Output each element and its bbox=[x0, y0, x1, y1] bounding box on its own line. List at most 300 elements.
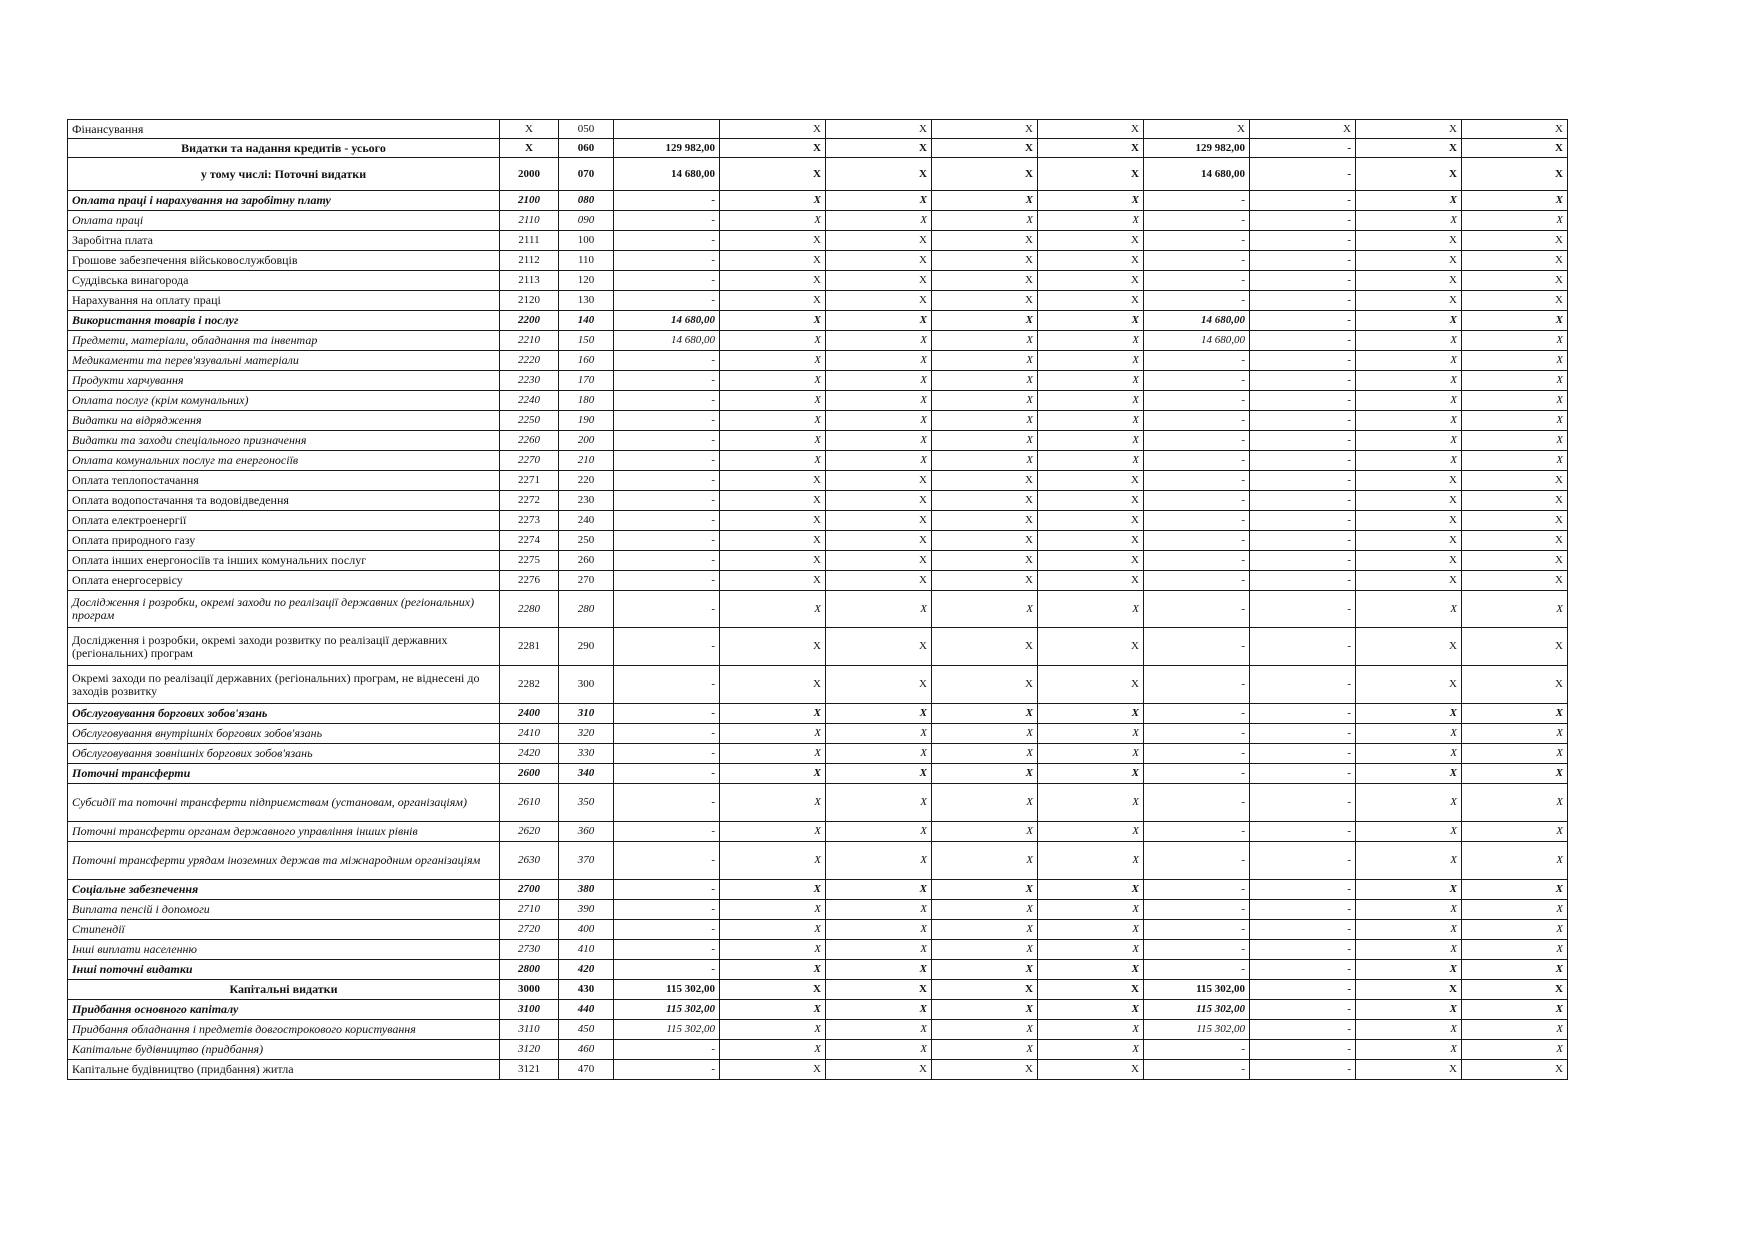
value-cell: X bbox=[826, 842, 932, 880]
value-cell: 115 302,00 bbox=[614, 1000, 720, 1020]
value-cell: X bbox=[1462, 571, 1568, 591]
value-cell: X bbox=[932, 351, 1038, 371]
value-cell: - bbox=[614, 471, 720, 491]
value-cell: X bbox=[1038, 960, 1144, 980]
value-cell: X bbox=[1462, 628, 1568, 666]
value-cell: X bbox=[1038, 591, 1144, 628]
row-label: Використання товарів і послуг bbox=[68, 311, 500, 331]
value-cell: X bbox=[1462, 411, 1568, 431]
value-cell: X bbox=[826, 371, 932, 391]
value-cell: X bbox=[1038, 822, 1144, 842]
value-cell: X bbox=[720, 822, 826, 842]
value-cell: X bbox=[826, 571, 932, 591]
value-cell: X bbox=[932, 551, 1038, 571]
value-cell: 129 982,00 bbox=[1144, 139, 1250, 158]
row-code: 360 bbox=[559, 822, 614, 842]
row-code: 430 bbox=[559, 980, 614, 1000]
value-cell: 14 680,00 bbox=[614, 311, 720, 331]
value-cell: X bbox=[1462, 139, 1568, 158]
value-cell: X bbox=[826, 704, 932, 724]
value-cell: X bbox=[1356, 1040, 1462, 1060]
value-cell: X bbox=[1462, 231, 1568, 251]
row-code: 460 bbox=[559, 1040, 614, 1060]
value-cell: X bbox=[720, 211, 826, 231]
value-cell: - bbox=[1250, 139, 1356, 158]
value-cell: X bbox=[720, 531, 826, 551]
value-cell: - bbox=[1144, 211, 1250, 231]
kekv-code: X bbox=[500, 139, 559, 158]
value-cell: X bbox=[1462, 211, 1568, 231]
value-cell: X bbox=[1462, 724, 1568, 744]
value-cell: - bbox=[1250, 551, 1356, 571]
value-cell: - bbox=[1250, 371, 1356, 391]
value-cell: X bbox=[1462, 531, 1568, 551]
value-cell: X bbox=[1462, 1000, 1568, 1020]
value-cell: X bbox=[826, 940, 932, 960]
value-cell: X bbox=[1462, 551, 1568, 571]
table-row bbox=[68, 822, 1568, 842]
value-cell: X bbox=[720, 551, 826, 571]
value-cell: X bbox=[932, 511, 1038, 531]
value-cell: X bbox=[1462, 511, 1568, 531]
value-cell: X bbox=[1038, 139, 1144, 158]
table-row bbox=[68, 311, 1568, 331]
value-cell: X bbox=[1038, 1040, 1144, 1060]
value-cell: X bbox=[1038, 451, 1144, 471]
row-label: Дослідження і розробки, окремі заходи розвитку по реалізації державних (регіональних) програм bbox=[68, 628, 500, 666]
value-cell: X bbox=[1462, 744, 1568, 764]
value-cell: - bbox=[1250, 784, 1356, 822]
value-cell: X bbox=[932, 822, 1038, 842]
value-cell: - bbox=[614, 784, 720, 822]
value-cell: X bbox=[1462, 451, 1568, 471]
kekv-code: 2410 bbox=[500, 724, 559, 744]
value-cell: X bbox=[1356, 211, 1462, 231]
value-cell: - bbox=[1250, 1060, 1356, 1080]
value-cell: - bbox=[1144, 471, 1250, 491]
value-cell: - bbox=[1250, 391, 1356, 411]
value-cell: X bbox=[720, 120, 826, 139]
value-cell: X bbox=[1356, 371, 1462, 391]
value-cell: X bbox=[826, 1000, 932, 1020]
value-cell: - bbox=[614, 842, 720, 880]
value-cell: X bbox=[826, 271, 932, 291]
value-cell: X bbox=[720, 842, 826, 880]
value-cell: X bbox=[826, 431, 932, 451]
value-cell: X bbox=[1356, 158, 1462, 191]
value-cell: X bbox=[1038, 411, 1144, 431]
kekv-code: 2210 bbox=[500, 331, 559, 351]
table-row bbox=[68, 331, 1568, 351]
value-cell: X bbox=[826, 471, 932, 491]
row-label: Окремі заходи по реалізації державних (регіональних) програм, не віднесені до заходів розвитку bbox=[68, 666, 500, 704]
row-code: 080 bbox=[559, 191, 614, 211]
table-row bbox=[68, 251, 1568, 271]
row-code: 350 bbox=[559, 784, 614, 822]
row-code: 420 bbox=[559, 960, 614, 980]
value-cell: - bbox=[1250, 311, 1356, 331]
row-code: 130 bbox=[559, 291, 614, 311]
value-cell: X bbox=[1356, 940, 1462, 960]
row-code: 160 bbox=[559, 351, 614, 371]
value-cell: X bbox=[720, 900, 826, 920]
kekv-code: 2275 bbox=[500, 551, 559, 571]
value-cell: - bbox=[1250, 1040, 1356, 1060]
value-cell: - bbox=[1144, 431, 1250, 451]
value-cell: - bbox=[614, 822, 720, 842]
row-label: Поточні трансферти bbox=[68, 764, 500, 784]
value-cell: X bbox=[1462, 191, 1568, 211]
value-cell: - bbox=[1144, 704, 1250, 724]
row-code: 100 bbox=[559, 231, 614, 251]
value-cell: X bbox=[1038, 120, 1144, 139]
kekv-code: 2110 bbox=[500, 211, 559, 231]
kekv-code: 2281 bbox=[500, 628, 559, 666]
value-cell: X bbox=[1462, 784, 1568, 822]
value-cell: X bbox=[932, 291, 1038, 311]
value-cell: X bbox=[1038, 940, 1144, 960]
table-row bbox=[68, 1000, 1568, 1020]
row-code: 280 bbox=[559, 591, 614, 628]
row-code: 220 bbox=[559, 471, 614, 491]
value-cell: X bbox=[1356, 724, 1462, 744]
row-label: Обслуговування боргових зобов'язань bbox=[68, 704, 500, 724]
value-cell: X bbox=[826, 311, 932, 331]
row-code: 410 bbox=[559, 940, 614, 960]
value-cell: - bbox=[614, 704, 720, 724]
value-cell: - bbox=[1144, 251, 1250, 271]
value-cell: X bbox=[932, 191, 1038, 211]
value-cell: - bbox=[1250, 251, 1356, 271]
value-cell: X bbox=[1462, 1060, 1568, 1080]
value-cell: X bbox=[1356, 231, 1462, 251]
kekv-code: 2420 bbox=[500, 744, 559, 764]
table-row bbox=[68, 191, 1568, 211]
value-cell: X bbox=[826, 391, 932, 411]
value-cell: X bbox=[1462, 251, 1568, 271]
value-cell: X bbox=[932, 1000, 1038, 1020]
kekv-code: 3100 bbox=[500, 1000, 559, 1020]
value-cell: X bbox=[932, 391, 1038, 411]
value-cell: 115 302,00 bbox=[614, 1020, 720, 1040]
value-cell: X bbox=[932, 784, 1038, 822]
value-cell: X bbox=[932, 666, 1038, 704]
kekv-code: 3121 bbox=[500, 1060, 559, 1080]
row-label: Оплата комунальних послуг та енергоносіїв bbox=[68, 451, 500, 471]
value-cell: X bbox=[720, 920, 826, 940]
row-label: Фінансування bbox=[68, 120, 500, 139]
value-cell: X bbox=[720, 940, 826, 960]
row-code: 310 bbox=[559, 704, 614, 724]
value-cell: - bbox=[1144, 551, 1250, 571]
table-row bbox=[68, 431, 1568, 451]
value-cell: - bbox=[614, 491, 720, 511]
value-cell: X bbox=[1356, 591, 1462, 628]
value-cell: X bbox=[1462, 880, 1568, 900]
kekv-code: 2274 bbox=[500, 531, 559, 551]
value-cell: X bbox=[1356, 391, 1462, 411]
value-cell: X bbox=[932, 724, 1038, 744]
value-cell: - bbox=[1250, 291, 1356, 311]
table-row bbox=[68, 120, 1568, 139]
table-row bbox=[68, 900, 1568, 920]
value-cell: - bbox=[1144, 764, 1250, 784]
value-cell: X bbox=[720, 331, 826, 351]
value-cell: - bbox=[614, 551, 720, 571]
value-cell: 14 680,00 bbox=[614, 158, 720, 191]
value-cell: - bbox=[1250, 980, 1356, 1000]
value-cell: - bbox=[1144, 491, 1250, 511]
value-cell: - bbox=[614, 591, 720, 628]
kekv-code: 2282 bbox=[500, 666, 559, 704]
value-cell: X bbox=[1462, 591, 1568, 628]
budget-table bbox=[67, 119, 1568, 1080]
value-cell: X bbox=[1250, 120, 1356, 139]
value-cell: - bbox=[614, 391, 720, 411]
value-cell: X bbox=[1356, 491, 1462, 511]
value-cell: X bbox=[1038, 1020, 1144, 1040]
kekv-code: 2800 bbox=[500, 960, 559, 980]
row-label: Стипендії bbox=[68, 920, 500, 940]
value-cell: - bbox=[1144, 571, 1250, 591]
value-cell: - bbox=[1144, 724, 1250, 744]
value-cell: X bbox=[720, 784, 826, 822]
table-row bbox=[68, 940, 1568, 960]
row-label: Оплата послуг (крім комунальних) bbox=[68, 391, 500, 411]
value-cell: - bbox=[1144, 960, 1250, 980]
value-cell: - bbox=[1144, 1060, 1250, 1080]
value-cell: - bbox=[1250, 724, 1356, 744]
value-cell: - bbox=[1144, 391, 1250, 411]
value-cell: - bbox=[1250, 531, 1356, 551]
value-cell: X bbox=[826, 784, 932, 822]
kekv-code: 2273 bbox=[500, 511, 559, 531]
value-cell: - bbox=[1250, 511, 1356, 531]
value-cell: X bbox=[720, 764, 826, 784]
value-cell: - bbox=[614, 271, 720, 291]
value-cell: X bbox=[720, 411, 826, 431]
value-cell: X bbox=[1356, 271, 1462, 291]
row-code: 110 bbox=[559, 251, 614, 271]
value-cell: X bbox=[1038, 784, 1144, 822]
value-cell: X bbox=[720, 291, 826, 311]
table-row bbox=[68, 271, 1568, 291]
value-cell: X bbox=[932, 1060, 1038, 1080]
value-cell: 115 302,00 bbox=[1144, 980, 1250, 1000]
value-cell: X bbox=[826, 291, 932, 311]
value-cell: X bbox=[932, 139, 1038, 158]
value-cell: - bbox=[1250, 451, 1356, 471]
table-row bbox=[68, 391, 1568, 411]
row-code: 300 bbox=[559, 666, 614, 704]
table-row bbox=[68, 980, 1568, 1000]
value-cell: X bbox=[1462, 1040, 1568, 1060]
value-cell: X bbox=[826, 120, 932, 139]
value-cell: X bbox=[720, 491, 826, 511]
value-cell: X bbox=[826, 551, 932, 571]
value-cell: X bbox=[720, 704, 826, 724]
table-row bbox=[68, 744, 1568, 764]
value-cell: X bbox=[1356, 251, 1462, 271]
row-code: 150 bbox=[559, 331, 614, 351]
value-cell: X bbox=[1462, 431, 1568, 451]
value-cell: - bbox=[614, 764, 720, 784]
value-cell: X bbox=[932, 900, 1038, 920]
row-code: 210 bbox=[559, 451, 614, 471]
value-cell: - bbox=[614, 744, 720, 764]
kekv-code: 2271 bbox=[500, 471, 559, 491]
value-cell: X bbox=[826, 724, 932, 744]
value-cell: X bbox=[720, 471, 826, 491]
value-cell: X bbox=[826, 139, 932, 158]
value-cell: - bbox=[614, 900, 720, 920]
value-cell: X bbox=[1462, 900, 1568, 920]
table-row bbox=[68, 291, 1568, 311]
value-cell: - bbox=[614, 411, 720, 431]
value-cell: X bbox=[1038, 158, 1144, 191]
row-label: Предмети, матеріали, обладнання та інвентар bbox=[68, 331, 500, 351]
value-cell: - bbox=[1144, 231, 1250, 251]
value-cell: 14 680,00 bbox=[1144, 331, 1250, 351]
value-cell: X bbox=[1038, 351, 1144, 371]
value-cell: X bbox=[1462, 491, 1568, 511]
value-cell: X bbox=[720, 744, 826, 764]
value-cell: X bbox=[1038, 331, 1144, 351]
kekv-code: 2630 bbox=[500, 842, 559, 880]
value-cell: X bbox=[932, 880, 1038, 900]
value-cell: X bbox=[826, 822, 932, 842]
kekv-code: 3000 bbox=[500, 980, 559, 1000]
kekv-code: X bbox=[500, 120, 559, 139]
value-cell: - bbox=[1144, 291, 1250, 311]
value-cell: X bbox=[932, 251, 1038, 271]
value-cell: X bbox=[826, 511, 932, 531]
kekv-code: 2220 bbox=[500, 351, 559, 371]
value-cell: - bbox=[614, 1040, 720, 1060]
row-label: Оплата праці bbox=[68, 211, 500, 231]
value-cell: - bbox=[1144, 842, 1250, 880]
value-cell: X bbox=[1462, 311, 1568, 331]
value-cell: - bbox=[1250, 191, 1356, 211]
value-cell: X bbox=[1462, 980, 1568, 1000]
value-cell: X bbox=[720, 391, 826, 411]
kekv-code: 2610 bbox=[500, 784, 559, 822]
row-label: Видатки на відрядження bbox=[68, 411, 500, 431]
value-cell: 115 302,00 bbox=[614, 980, 720, 1000]
value-cell: - bbox=[614, 724, 720, 744]
value-cell: - bbox=[1144, 451, 1250, 471]
row-code: 290 bbox=[559, 628, 614, 666]
row-label: Оплата природного газу bbox=[68, 531, 500, 551]
value-cell: X bbox=[1038, 191, 1144, 211]
kekv-code: 2260 bbox=[500, 431, 559, 451]
value-cell: X bbox=[1038, 271, 1144, 291]
row-label: Поточні трансферти органам державного управління інших рівнів bbox=[68, 822, 500, 842]
value-cell: - bbox=[1250, 491, 1356, 511]
value-cell: - bbox=[1250, 842, 1356, 880]
table-row bbox=[68, 231, 1568, 251]
kekv-code: 2112 bbox=[500, 251, 559, 271]
value-cell: X bbox=[1038, 980, 1144, 1000]
value-cell: X bbox=[826, 744, 932, 764]
value-cell: X bbox=[1038, 431, 1144, 451]
value-cell: - bbox=[614, 571, 720, 591]
value-cell: X bbox=[1462, 158, 1568, 191]
value-cell: X bbox=[720, 1060, 826, 1080]
row-code: 170 bbox=[559, 371, 614, 391]
kekv-code: 2100 bbox=[500, 191, 559, 211]
value-cell: X bbox=[1462, 960, 1568, 980]
value-cell: X bbox=[1038, 311, 1144, 331]
value-cell: X bbox=[1356, 822, 1462, 842]
value-cell: X bbox=[1144, 120, 1250, 139]
value-cell: X bbox=[1356, 880, 1462, 900]
value-cell: - bbox=[1144, 784, 1250, 822]
value-cell: X bbox=[720, 231, 826, 251]
value-cell: X bbox=[720, 431, 826, 451]
value-cell: X bbox=[1356, 842, 1462, 880]
table-row bbox=[68, 351, 1568, 371]
value-cell: X bbox=[1356, 704, 1462, 724]
value-cell: X bbox=[720, 139, 826, 158]
value-cell: X bbox=[826, 1060, 932, 1080]
row-code: 330 bbox=[559, 744, 614, 764]
row-label: Заробітна плата bbox=[68, 231, 500, 251]
value-cell: - bbox=[614, 191, 720, 211]
row-label: Видатки та надання кредитів - усього bbox=[68, 139, 500, 158]
value-cell: - bbox=[614, 1060, 720, 1080]
value-cell: X bbox=[720, 880, 826, 900]
row-code: 070 bbox=[559, 158, 614, 191]
row-code: 120 bbox=[559, 271, 614, 291]
value-cell: X bbox=[826, 880, 932, 900]
table-row bbox=[68, 211, 1568, 231]
value-cell: X bbox=[932, 744, 1038, 764]
value-cell: - bbox=[1144, 628, 1250, 666]
table-row bbox=[68, 842, 1568, 880]
value-cell: X bbox=[1356, 628, 1462, 666]
value-cell: X bbox=[932, 471, 1038, 491]
kekv-code: 3110 bbox=[500, 1020, 559, 1040]
value-cell: X bbox=[1356, 291, 1462, 311]
value-cell: - bbox=[1250, 211, 1356, 231]
value-cell: X bbox=[720, 271, 826, 291]
value-cell: X bbox=[932, 1020, 1038, 1040]
value-cell: X bbox=[1356, 764, 1462, 784]
value-cell: X bbox=[1356, 1060, 1462, 1080]
value-cell: X bbox=[932, 231, 1038, 251]
value-cell: X bbox=[1038, 371, 1144, 391]
value-cell: X bbox=[932, 1040, 1038, 1060]
value-cell: - bbox=[1144, 822, 1250, 842]
value-cell: X bbox=[826, 211, 932, 231]
kekv-code: 2720 bbox=[500, 920, 559, 940]
value-cell: - bbox=[1250, 764, 1356, 784]
value-cell: 115 302,00 bbox=[1144, 1020, 1250, 1040]
row-label: Суддівська винагорода bbox=[68, 271, 500, 291]
value-cell: - bbox=[1144, 880, 1250, 900]
row-label: Продукти харчування bbox=[68, 371, 500, 391]
row-code: 230 bbox=[559, 491, 614, 511]
value-cell: - bbox=[1250, 920, 1356, 940]
value-cell: X bbox=[1356, 139, 1462, 158]
value-cell: X bbox=[1356, 351, 1462, 371]
row-code: 190 bbox=[559, 411, 614, 431]
table-row bbox=[68, 724, 1568, 744]
value-cell: X bbox=[932, 411, 1038, 431]
value-cell: X bbox=[720, 311, 826, 331]
table-row bbox=[68, 1040, 1568, 1060]
